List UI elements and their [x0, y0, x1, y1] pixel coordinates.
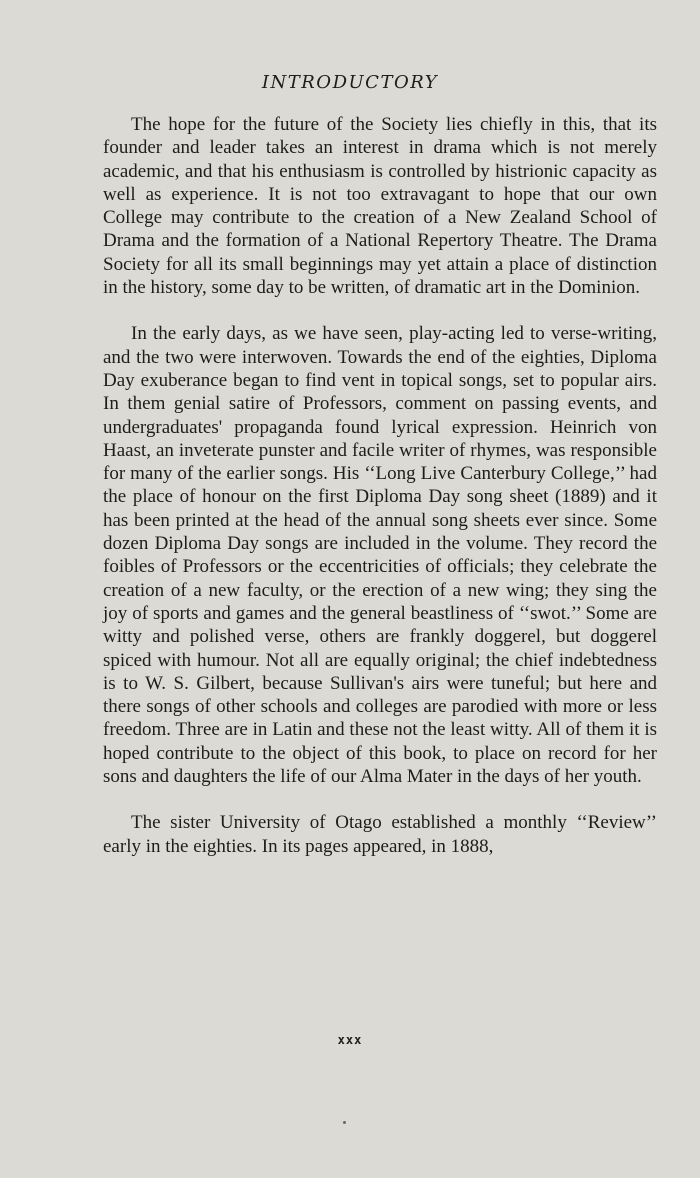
body-text [103, 113, 657, 858]
paragraph-2: In the early days, as we have seen, play-acting led to verse-writing, and the two were interwoven. Towards the end of the eighties, Diploma Day exuberance began to find vent in topical songs, set to popular airs. In them genial satire of Professors, comment on passing events, and undergraduates' propaganda found lyrical expression. Heinrich von Haast, an inveterate punster and facile writer of rhymes, was responsible for many of the earlier songs. His ‘‘Long Live Canterbury College,’’ had the place of honour on the first Diploma Day song sheet (1889) and it has been printed at the head of the annual song sheets ever since. Some dozen Diploma Day songs are included in the volume. They record the foibles of Professors or the eccentricities of officials; they celebrate the creation of a new faculty, or the erection of a new wing; they sing the joy of sports and games and the general beastliness of ‘‘swot.’’ Some are witty and polished verse, others are frankly doggerel, but doggerel spiced with humour. Not all are equally original; the chief indebtedness is to W. S. Gilbert, because Sullivan's airs were tuneful; but here and there songs of other schools and colleges are parodied with more or less freedom. Three are in Latin and these not the least witty. All of them it is hoped contribute to the object of this book, to place on record for her sons and daughters the life of our Alma Mater in the days of her youth. [103, 323, 657, 788]
paper-speck [343, 1121, 346, 1124]
paragraph-1: The hope for the future of the Society lies chiefly in this, that its founder and leader takes an interest in drama which is not merely academic, and that his enthusiasm is controlled by histrionic capacity as well as experience. It is not too extravagant to hope that our own College may contribute to the creation of a New Zealand School of Drama and the formation of a National Repertory Theatre. The Drama Society for all its small beginnings may yet attain a place of distinction in the history, some day to be written, of dramatic art in the Dominion. [103, 114, 657, 299]
page-number: xxx [337, 1033, 363, 1047]
paragraph-3: The sister University of Otago established a monthly ‘‘Review’’ early in the eighties. In its pages appeared, in 1888, [103, 812, 657, 857]
running-head: INTRODUCTORY [261, 72, 439, 93]
